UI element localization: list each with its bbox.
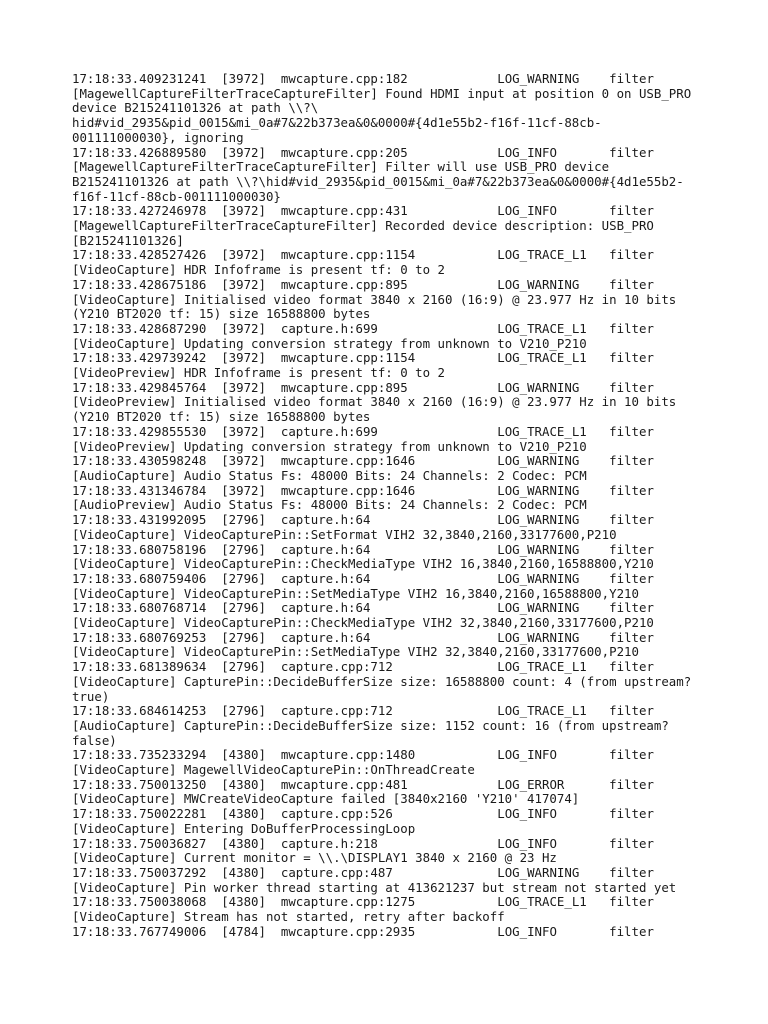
source-file: mwcapture.cpp:1154 xyxy=(280,247,416,263)
log-level: LOG_INFO xyxy=(497,923,557,939)
log-message-line: 001111000030}, ignoring xyxy=(72,129,244,145)
log-level: LOG_WARNING xyxy=(497,864,580,880)
log-entry xyxy=(72,484,712,513)
log-entry-header xyxy=(72,704,712,719)
log-message-line: (Y210 BT2020 tf: 15) size 16588800 bytes xyxy=(72,409,371,425)
log-message-line: [MagewellCaptureFilterTraceCaptureFilter] Recorded device description: USB_PRO xyxy=(72,218,654,234)
log-entry-header xyxy=(72,351,712,366)
log-entry xyxy=(72,543,712,572)
thread-id: [3972] xyxy=(221,453,266,469)
log-entry xyxy=(72,866,712,895)
log-entry-header xyxy=(72,925,712,940)
log-entry-header xyxy=(72,322,712,337)
thread-id: [4380] xyxy=(221,776,266,792)
log-entry xyxy=(72,572,712,601)
timestamp: 17:18:33.750037292 xyxy=(72,864,207,880)
category: filter xyxy=(609,423,654,439)
log-level: LOG_TRACE_L1 xyxy=(497,659,587,675)
log-level: LOG_WARNING xyxy=(497,541,580,557)
thread-id: [3972] xyxy=(221,482,266,498)
log-entry xyxy=(72,278,712,322)
log-message-line: [VideoCapture] MagewellVideoCapturePin::OnThreadCreate xyxy=(72,762,475,778)
source-file: capture.h:64 xyxy=(280,629,371,645)
log-entry xyxy=(72,895,712,924)
thread-id: [2796] xyxy=(221,541,266,557)
log-message-line: [AudioCapture] CapturePin::DecideBufferSize size: 1152 count: 16 (from upstream? xyxy=(72,717,669,733)
source-file: mwcapture.cpp:895 xyxy=(280,379,408,395)
log-message-line: B215241101326 at path \\?\hid#vid_2935&pid_0015&mi_0a#7&22b373ea&0&0000#{4d1e55b2- xyxy=(72,173,684,189)
log-text xyxy=(72,72,712,939)
log-message-line: [MagewellCaptureFilterTraceCaptureFilter] Found HDMI input at position 0 on USB_PRO xyxy=(72,85,692,101)
log-message-line: [VideoCapture] Current monitor = \\.\DISPLAY1 3840 x 2160 @ 23 Hz xyxy=(72,850,557,866)
log-level: LOG_WARNING xyxy=(497,482,580,498)
thread-id: [3972] xyxy=(221,320,266,336)
log-entry-header xyxy=(72,660,712,675)
log-entry-header xyxy=(72,631,712,646)
log-entry xyxy=(72,146,712,205)
log-message-line: [VideoCapture] Updating conversion strategy from unknown to V210_P210 xyxy=(72,335,587,351)
log-message-line: [VideoCapture] Pin worker thread starting at 413621237 but stream not started yet xyxy=(72,879,677,895)
log-level: LOG_INFO xyxy=(497,835,557,851)
timestamp: 17:18:33.680759406 xyxy=(72,570,207,586)
source-file: mwcapture.cpp:431 xyxy=(280,203,408,219)
timestamp: 17:18:33.427246978 xyxy=(72,203,207,219)
log-message-line: [VideoPreview] Initialised video format 3840 x 2160 (16:9) @ 23.977 Hz in 10 bits xyxy=(72,394,677,410)
log-entry-header xyxy=(72,513,712,528)
log-message-line: [VideoCapture] MWCreateVideoCapture failed [3840x2160 'Y210' 417074] xyxy=(72,791,580,807)
category: filter xyxy=(609,659,654,675)
log-message-line: [VideoCapture] Stream has not started, retry after backoff xyxy=(72,909,505,925)
category: filter xyxy=(609,923,654,939)
log-entry-header xyxy=(72,866,712,881)
log-message-line: [VideoCapture] VideoCapturePin::SetMediaType VIH2 16,3840,2160,16588800,Y210 xyxy=(72,585,639,601)
category: filter xyxy=(609,835,654,851)
log-entry xyxy=(72,778,712,807)
log-entry-header xyxy=(72,248,712,263)
log-entry xyxy=(72,351,712,380)
log-entry-header xyxy=(72,807,712,822)
thread-id: [2796] xyxy=(221,659,266,675)
log-message-line: device B215241101326 at path \\?\ xyxy=(72,100,319,116)
thread-id: [4380] xyxy=(221,806,266,822)
thread-id: [3972] xyxy=(221,379,266,395)
thread-id: [4380] xyxy=(221,835,266,851)
timestamp: 17:18:33.750036827 xyxy=(72,835,207,851)
source-file: mwcapture.cpp:1275 xyxy=(280,894,416,910)
source-file: mwcapture.cpp:1480 xyxy=(280,747,416,763)
thread-id: [3972] xyxy=(221,423,266,439)
thread-id: [2796] xyxy=(221,512,266,528)
log-entry-header xyxy=(72,572,712,587)
log-entry-header xyxy=(72,146,712,161)
category: filter xyxy=(609,894,654,910)
log-message-line: [VideoCapture] VideoCapturePin::SetFormat VIH2 32,3840,2160,33177600,P210 xyxy=(72,526,617,542)
timestamp: 17:18:33.430598248 xyxy=(72,453,207,469)
category: filter xyxy=(609,629,654,645)
log-level: LOG_WARNING xyxy=(497,570,580,586)
timestamp: 17:18:33.680769253 xyxy=(72,629,207,645)
log-entry xyxy=(72,925,712,940)
log-entry xyxy=(72,513,712,542)
log-message-line: [VideoCapture] CapturePin::DecideBufferSize size: 16588800 count: 4 (from upstream? xyxy=(72,673,692,689)
log-entry-header xyxy=(72,778,712,793)
log-entry xyxy=(72,660,712,704)
log-entry xyxy=(72,204,712,248)
category: filter xyxy=(609,144,654,160)
category: filter xyxy=(609,806,654,822)
log-level: LOG_WARNING xyxy=(497,629,580,645)
source-file: mwcapture.cpp:1646 xyxy=(280,482,416,498)
log-message-line: [B215241101326] xyxy=(72,232,184,248)
source-file: mwcapture.cpp:1154 xyxy=(280,350,416,366)
source-file: mwcapture.cpp:895 xyxy=(280,276,408,292)
log-entry xyxy=(72,837,712,866)
log-message-line: [VideoCapture] VideoCapturePin::CheckMediaType VIH2 32,3840,2160,33177600,P210 xyxy=(72,615,654,631)
thread-id: [4380] xyxy=(221,864,266,880)
thread-id: [2796] xyxy=(221,570,266,586)
thread-id: [3972] xyxy=(221,247,266,263)
category: filter xyxy=(609,864,654,880)
log-entry xyxy=(72,807,712,836)
timestamp: 17:18:33.767749006 xyxy=(72,923,207,939)
timestamp: 17:18:33.684614253 xyxy=(72,703,207,719)
timestamp: 17:18:33.750013250 xyxy=(72,776,207,792)
thread-id: [2796] xyxy=(221,600,266,616)
timestamp: 17:18:33.428675186 xyxy=(72,276,207,292)
category: filter xyxy=(609,71,654,86)
source-file: capture.cpp:712 xyxy=(280,703,393,719)
source-file: mwcapture.cpp:182 xyxy=(280,71,408,86)
category: filter xyxy=(609,570,654,586)
log-level: LOG_TRACE_L1 xyxy=(497,320,587,336)
category: filter xyxy=(609,247,654,263)
log-message-line: false) xyxy=(72,732,117,748)
log-level: LOG_TRACE_L1 xyxy=(497,350,587,366)
log-level: LOG_WARNING xyxy=(497,512,580,528)
source-file: capture.h:64 xyxy=(280,600,371,616)
timestamp: 17:18:33.428687290 xyxy=(72,320,207,336)
log-level: LOG_WARNING xyxy=(497,379,580,395)
log-message-line: [MagewellCaptureFilterTraceCaptureFilter] Filter will use USB_PRO device xyxy=(72,159,610,175)
log-entry-header xyxy=(72,748,712,763)
timestamp: 17:18:33.428527426 xyxy=(72,247,207,263)
category: filter xyxy=(609,600,654,616)
source-file: mwcapture.cpp:2935 xyxy=(280,923,416,939)
category: filter xyxy=(609,320,654,336)
log-entry xyxy=(72,704,712,748)
log-entry-header xyxy=(72,543,712,558)
log-entry-header xyxy=(72,381,712,396)
category: filter xyxy=(609,453,654,469)
timestamp: 17:18:33.409231241 xyxy=(72,71,207,86)
log-entry xyxy=(72,381,712,425)
timestamp: 17:18:33.680768714 xyxy=(72,600,207,616)
log-message-line: [VideoCapture] Initialised video format 3840 x 2160 (16:9) @ 23.977 Hz in 10 bits xyxy=(72,291,677,307)
timestamp: 17:18:33.680758196 xyxy=(72,541,207,557)
log-entry-header xyxy=(72,895,712,910)
source-file: capture.h:699 xyxy=(280,320,378,336)
log-message-line: hid#vid_2935&pid_0015&mi_0a#7&22b373ea&0&0000#{4d1e55b2-f16f-11cf-88cb- xyxy=(72,115,602,131)
log-level: LOG_TRACE_L1 xyxy=(497,703,587,719)
log-message-line: [VideoPreview] Updating conversion strategy from unknown to V210_P210 xyxy=(72,438,587,454)
source-file: mwcapture.cpp:481 xyxy=(280,776,408,792)
source-file: capture.cpp:526 xyxy=(280,806,393,822)
source-file: capture.h:64 xyxy=(280,541,371,557)
log-entry xyxy=(72,72,712,146)
log-entry-header xyxy=(72,425,712,440)
log-entry xyxy=(72,601,712,630)
timestamp: 17:18:33.429855530 xyxy=(72,423,207,439)
category: filter xyxy=(609,203,654,219)
source-file: capture.h:218 xyxy=(280,835,378,851)
log-message-line: (Y210 BT2020 tf: 15) size 16588800 bytes xyxy=(72,306,371,322)
log-entry xyxy=(72,748,712,777)
timestamp: 17:18:33.750022281 xyxy=(72,806,207,822)
timestamp: 17:18:33.426889580 xyxy=(72,144,207,160)
category: filter xyxy=(609,379,654,395)
log-level: LOG_TRACE_L1 xyxy=(497,423,587,439)
timestamp: 17:18:33.429739242 xyxy=(72,350,207,366)
log-message-line: [AudioPreview] Audio Status Fs: 48000 Bits: 24 Channels: 2 Codec: PCM xyxy=(72,497,587,513)
timestamp: 17:18:33.429845764 xyxy=(72,379,207,395)
source-file: mwcapture.cpp:205 xyxy=(280,144,408,160)
log-level: LOG_WARNING xyxy=(497,600,580,616)
category: filter xyxy=(609,776,654,792)
log-level: LOG_WARNING xyxy=(497,71,580,86)
timestamp: 17:18:33.681389634 xyxy=(72,659,207,675)
category: filter xyxy=(609,703,654,719)
category: filter xyxy=(609,541,654,557)
thread-id: [2796] xyxy=(221,703,266,719)
timestamp: 17:18:33.750038068 xyxy=(72,894,207,910)
thread-id: [4784] xyxy=(221,923,266,939)
log-level: LOG_INFO xyxy=(497,747,557,763)
log-level: LOG_WARNING xyxy=(497,276,580,292)
timestamp: 17:18:33.431346784 xyxy=(72,482,207,498)
log-message-line: true) xyxy=(72,688,110,704)
category: filter xyxy=(609,276,654,292)
source-file: capture.h:64 xyxy=(280,570,371,586)
log-level: LOG_INFO xyxy=(497,806,557,822)
log-entry-header xyxy=(72,601,712,616)
log-entry-header xyxy=(72,278,712,293)
log-level: LOG_INFO xyxy=(497,203,557,219)
log-entry xyxy=(72,454,712,483)
log-message-line: [VideoCapture] HDR Infoframe is present tf: 0 to 2 xyxy=(72,262,445,278)
thread-id: [3972] xyxy=(221,350,266,366)
log-entry-header xyxy=(72,72,712,87)
timestamp: 17:18:33.735233294 xyxy=(72,747,207,763)
log-level: LOG_TRACE_L1 xyxy=(497,247,587,263)
log-entry xyxy=(72,631,712,660)
log-message-line: [AudioCapture] Audio Status Fs: 48000 Bits: 24 Channels: 2 Codec: PCM xyxy=(72,467,587,483)
thread-id: [3972] xyxy=(221,276,266,292)
log-entry-header xyxy=(72,204,712,219)
log-entry xyxy=(72,425,712,454)
source-file: capture.h:64 xyxy=(280,512,371,528)
category: filter xyxy=(609,747,654,763)
source-file: capture.cpp:712 xyxy=(280,659,393,675)
log-message-line: [VideoCapture] VideoCapturePin::CheckMediaType VIH2 16,3840,2160,16588800,Y210 xyxy=(72,556,654,572)
log-level: LOG_WARNING xyxy=(497,453,580,469)
log-message-line: [VideoCapture] VideoCapturePin::SetMediaType VIH2 32,3840,2160,33177600,P210 xyxy=(72,644,639,660)
source-file: capture.h:699 xyxy=(280,423,378,439)
category: filter xyxy=(609,350,654,366)
source-file: mwcapture.cpp:1646 xyxy=(280,453,416,469)
log-entry-header xyxy=(72,837,712,852)
source-file: capture.cpp:487 xyxy=(280,864,393,880)
category: filter xyxy=(609,482,654,498)
log-message-line: f16f-11cf-88cb-001111000030} xyxy=(72,188,281,204)
thread-id: [3972] xyxy=(221,144,266,160)
log-message-line: [VideoCapture] Entering DoBufferProcessingLoop xyxy=(72,820,416,836)
log-level: LOG_TRACE_L1 xyxy=(497,894,587,910)
timestamp: 17:18:33.431992095 xyxy=(72,512,207,528)
thread-id: [3972] xyxy=(221,71,266,86)
log-entry xyxy=(72,248,712,277)
log-entry xyxy=(72,322,712,351)
log-entry-header xyxy=(72,484,712,499)
log-message-line: [VideoPreview] HDR Infoframe is present tf: 0 to 2 xyxy=(72,365,445,381)
log-entry-header xyxy=(72,454,712,469)
thread-id: [4380] xyxy=(221,747,266,763)
log-level: LOG_INFO xyxy=(497,144,557,160)
category: filter xyxy=(609,512,654,528)
log-level: LOG_ERROR xyxy=(497,776,565,792)
thread-id: [2796] xyxy=(221,629,266,645)
thread-id: [3972] xyxy=(221,203,266,219)
thread-id: [4380] xyxy=(221,894,266,910)
